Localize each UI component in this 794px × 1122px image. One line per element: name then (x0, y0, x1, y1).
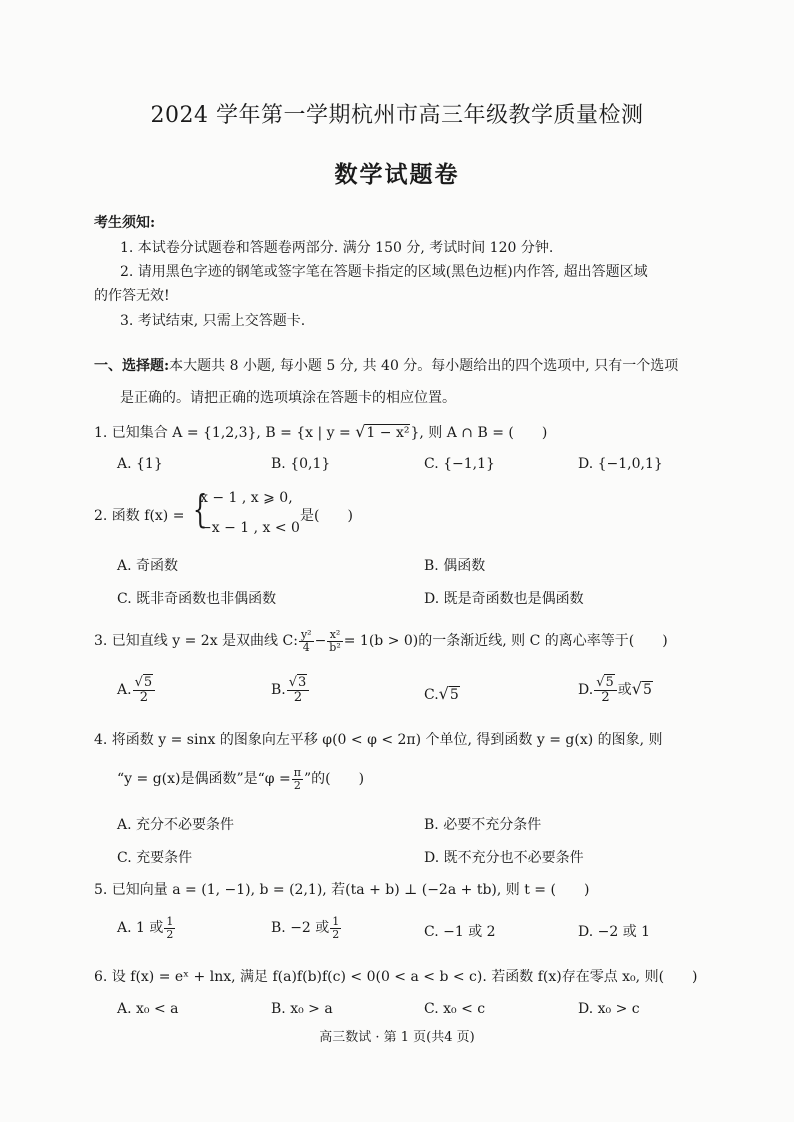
notice-heading: 考生须知: (94, 215, 156, 231)
fraction-numerator: 1 (166, 914, 174, 928)
q6-option-c: C. x₀ < c (424, 1001, 486, 1017)
q4-line2-post: ”的( ) (304, 771, 365, 787)
minus-sign: − (314, 633, 327, 649)
fraction (287, 676, 310, 704)
q1-option-a: A. {1} (117, 456, 163, 472)
q6-stem: 6. 设 f(x) = eˣ + lnx, 满足 f(a)f(b)f(c) < 0(0 < a < b < c). 若函数 f(x)存在零点 x₀, 则( ) (94, 969, 698, 985)
radicand: 5 (605, 675, 614, 690)
q3-option-d (578, 676, 653, 704)
q3-option-a (117, 676, 156, 704)
fraction-denominator: 2 (601, 689, 610, 705)
sqrt-symbol: √5 (631, 679, 652, 699)
fraction-numerator: x² (327, 629, 342, 642)
notice-item-2b: 的作答无效! (94, 288, 170, 304)
option-label: C. (424, 687, 439, 703)
notice-item-2a: 2. 请用黑色字迹的钢笔或签字笔在答题卡指定的区域(黑色边框)内作答, 超出答题区域 (120, 264, 648, 280)
fraction-numerator: π (293, 765, 302, 779)
fraction-numerator: y² (300, 627, 312, 641)
q4-option-c: C. 充要条件 (117, 850, 193, 866)
fraction (330, 916, 341, 940)
q3-stem-post: = 1(b > 0)的一条渐近线, 则 C 的离心率等于( ) (343, 633, 668, 649)
q1-option-c: C. {−1,1} (424, 456, 495, 472)
q4-stem-line2 (117, 765, 364, 793)
option-text: B. −2 或 (271, 920, 330, 936)
sqrt-symbol: √3 (288, 675, 307, 690)
sqrt-symbol: √5 (596, 675, 614, 690)
fraction (133, 676, 156, 704)
radicand: 5 (449, 687, 459, 703)
fraction-denominator: 2 (293, 778, 301, 792)
fraction-denominator: 2 (332, 927, 340, 941)
sqrt-symbol: √5 (134, 675, 153, 690)
q1-radicand: 1 − x² (366, 425, 410, 441)
q2-option-c: C. 既非奇函数也非偶函数 (117, 591, 277, 607)
q3-option-c (424, 684, 460, 703)
radicand: 5 (642, 682, 652, 699)
q1-stem-post: }, 则 A ∩ B = ( ) (410, 425, 548, 441)
q2-case-1: x − 1 , x ⩾ 0, (200, 490, 293, 506)
fraction (594, 676, 617, 704)
q5-stem: 5. 已知向量 a = (1, −1), b = (2,1), 若(ta + b) ⊥ (−2a + tb), 则 t = ( ) (94, 882, 590, 898)
fraction-numerator: 1 (332, 914, 340, 928)
q1-option-d: D. {−1,0,1} (578, 456, 663, 472)
q5-option-b (271, 914, 342, 942)
section-desc-line1 (94, 355, 678, 375)
q1-option-b: B. {0,1} (271, 456, 331, 472)
q4-option-a: A. 充分不必要条件 (117, 817, 235, 833)
option-text: A. 1 或 (117, 920, 164, 936)
q6-option-b: B. x₀ > a (271, 1001, 333, 1017)
q6-option-a: A. x₀ < a (117, 1001, 179, 1017)
q4-line2-pre: “y = g(x)是偶函数”是“φ = (117, 771, 291, 787)
fraction-denominator: 2 (293, 689, 303, 705)
q2-case-2: −x − 1 , x < 0 (200, 520, 300, 536)
section-desc-line2: 是正确的。请把正确的选项填涂在答题卡的相应位置。 (120, 390, 456, 406)
fraction (164, 916, 175, 940)
notice-item-3: 3. 考试结束, 只需上交答题卡. (120, 313, 306, 329)
radicand: 5 (143, 675, 153, 690)
q2-option-d: D. 既是奇函数也是偶函数 (424, 591, 584, 607)
sqrt-symbol: √1 − x² (355, 422, 410, 441)
left-brace: { (192, 487, 208, 531)
q2-stem-post: 是( ) (300, 508, 353, 524)
q3-option-b (271, 676, 310, 704)
section-desc-a: 本大题共 8 小题, 每小题 5 分, 共 40 分。每小题给出的四个选项中, 只有一个选项 (169, 358, 679, 374)
option-label: B. (271, 682, 286, 699)
fraction-denominator: 4 (302, 640, 310, 654)
radicand: 3 (298, 675, 307, 690)
fraction-denominator: 2 (139, 689, 148, 705)
q5-option-d: D. −2 或 1 (578, 924, 651, 940)
option-label: A. (117, 682, 132, 699)
fraction-denominator: b² (329, 640, 341, 654)
option-label: D. (578, 682, 594, 699)
q4-stem-line1: 4. 将函数 y = sinx 的图象向左平移 φ(0 < φ < 2π) 个单位, 得到函数 y = g(x) 的图象, 则 (94, 732, 663, 748)
q2-option-a: A. 奇函数 (117, 558, 179, 574)
fraction-denominator: 2 (166, 927, 174, 941)
q4-option-d: D. 既不充分也不必要条件 (424, 850, 584, 866)
q5-option-a (117, 914, 176, 942)
notice-item-1: 1. 本试卷分试题卷和答题卷两部分. 满分 150 分, 考试时间 120 分钟. (120, 240, 554, 256)
q4-option-b: B. 必要不充分条件 (424, 817, 542, 833)
q6-option-d: D. x₀ > c (578, 1001, 640, 1017)
q3-stem-pre: 3. 已知直线 y = 2x 是双曲线 C: (94, 633, 298, 649)
fraction (327, 629, 342, 653)
page-title: 2024 学年第一学期杭州市高三年级教学质量检测 (150, 103, 644, 128)
sqrt-symbol: √5 (438, 684, 459, 703)
fraction (292, 767, 303, 791)
q1-stem (94, 422, 547, 442)
q1-stem-pre: 1. 已知集合 A = {1,2,3}, B = {x | y = (94, 425, 356, 441)
page-footer: 高三数试 · 第 1 页(共4 页) (319, 1030, 475, 1045)
q2-stem-pre: 2. 函数 f(x) = (94, 508, 185, 524)
q3-stem (94, 627, 668, 655)
page-subtitle: 数学试题卷 (334, 161, 460, 188)
or-text: 或 (617, 682, 632, 699)
fraction (299, 629, 314, 653)
q2-option-b: B. 偶函数 (424, 558, 486, 574)
section-heading: 一、选择题: (94, 358, 170, 374)
q5-option-c: C. −1 或 2 (424, 924, 496, 940)
